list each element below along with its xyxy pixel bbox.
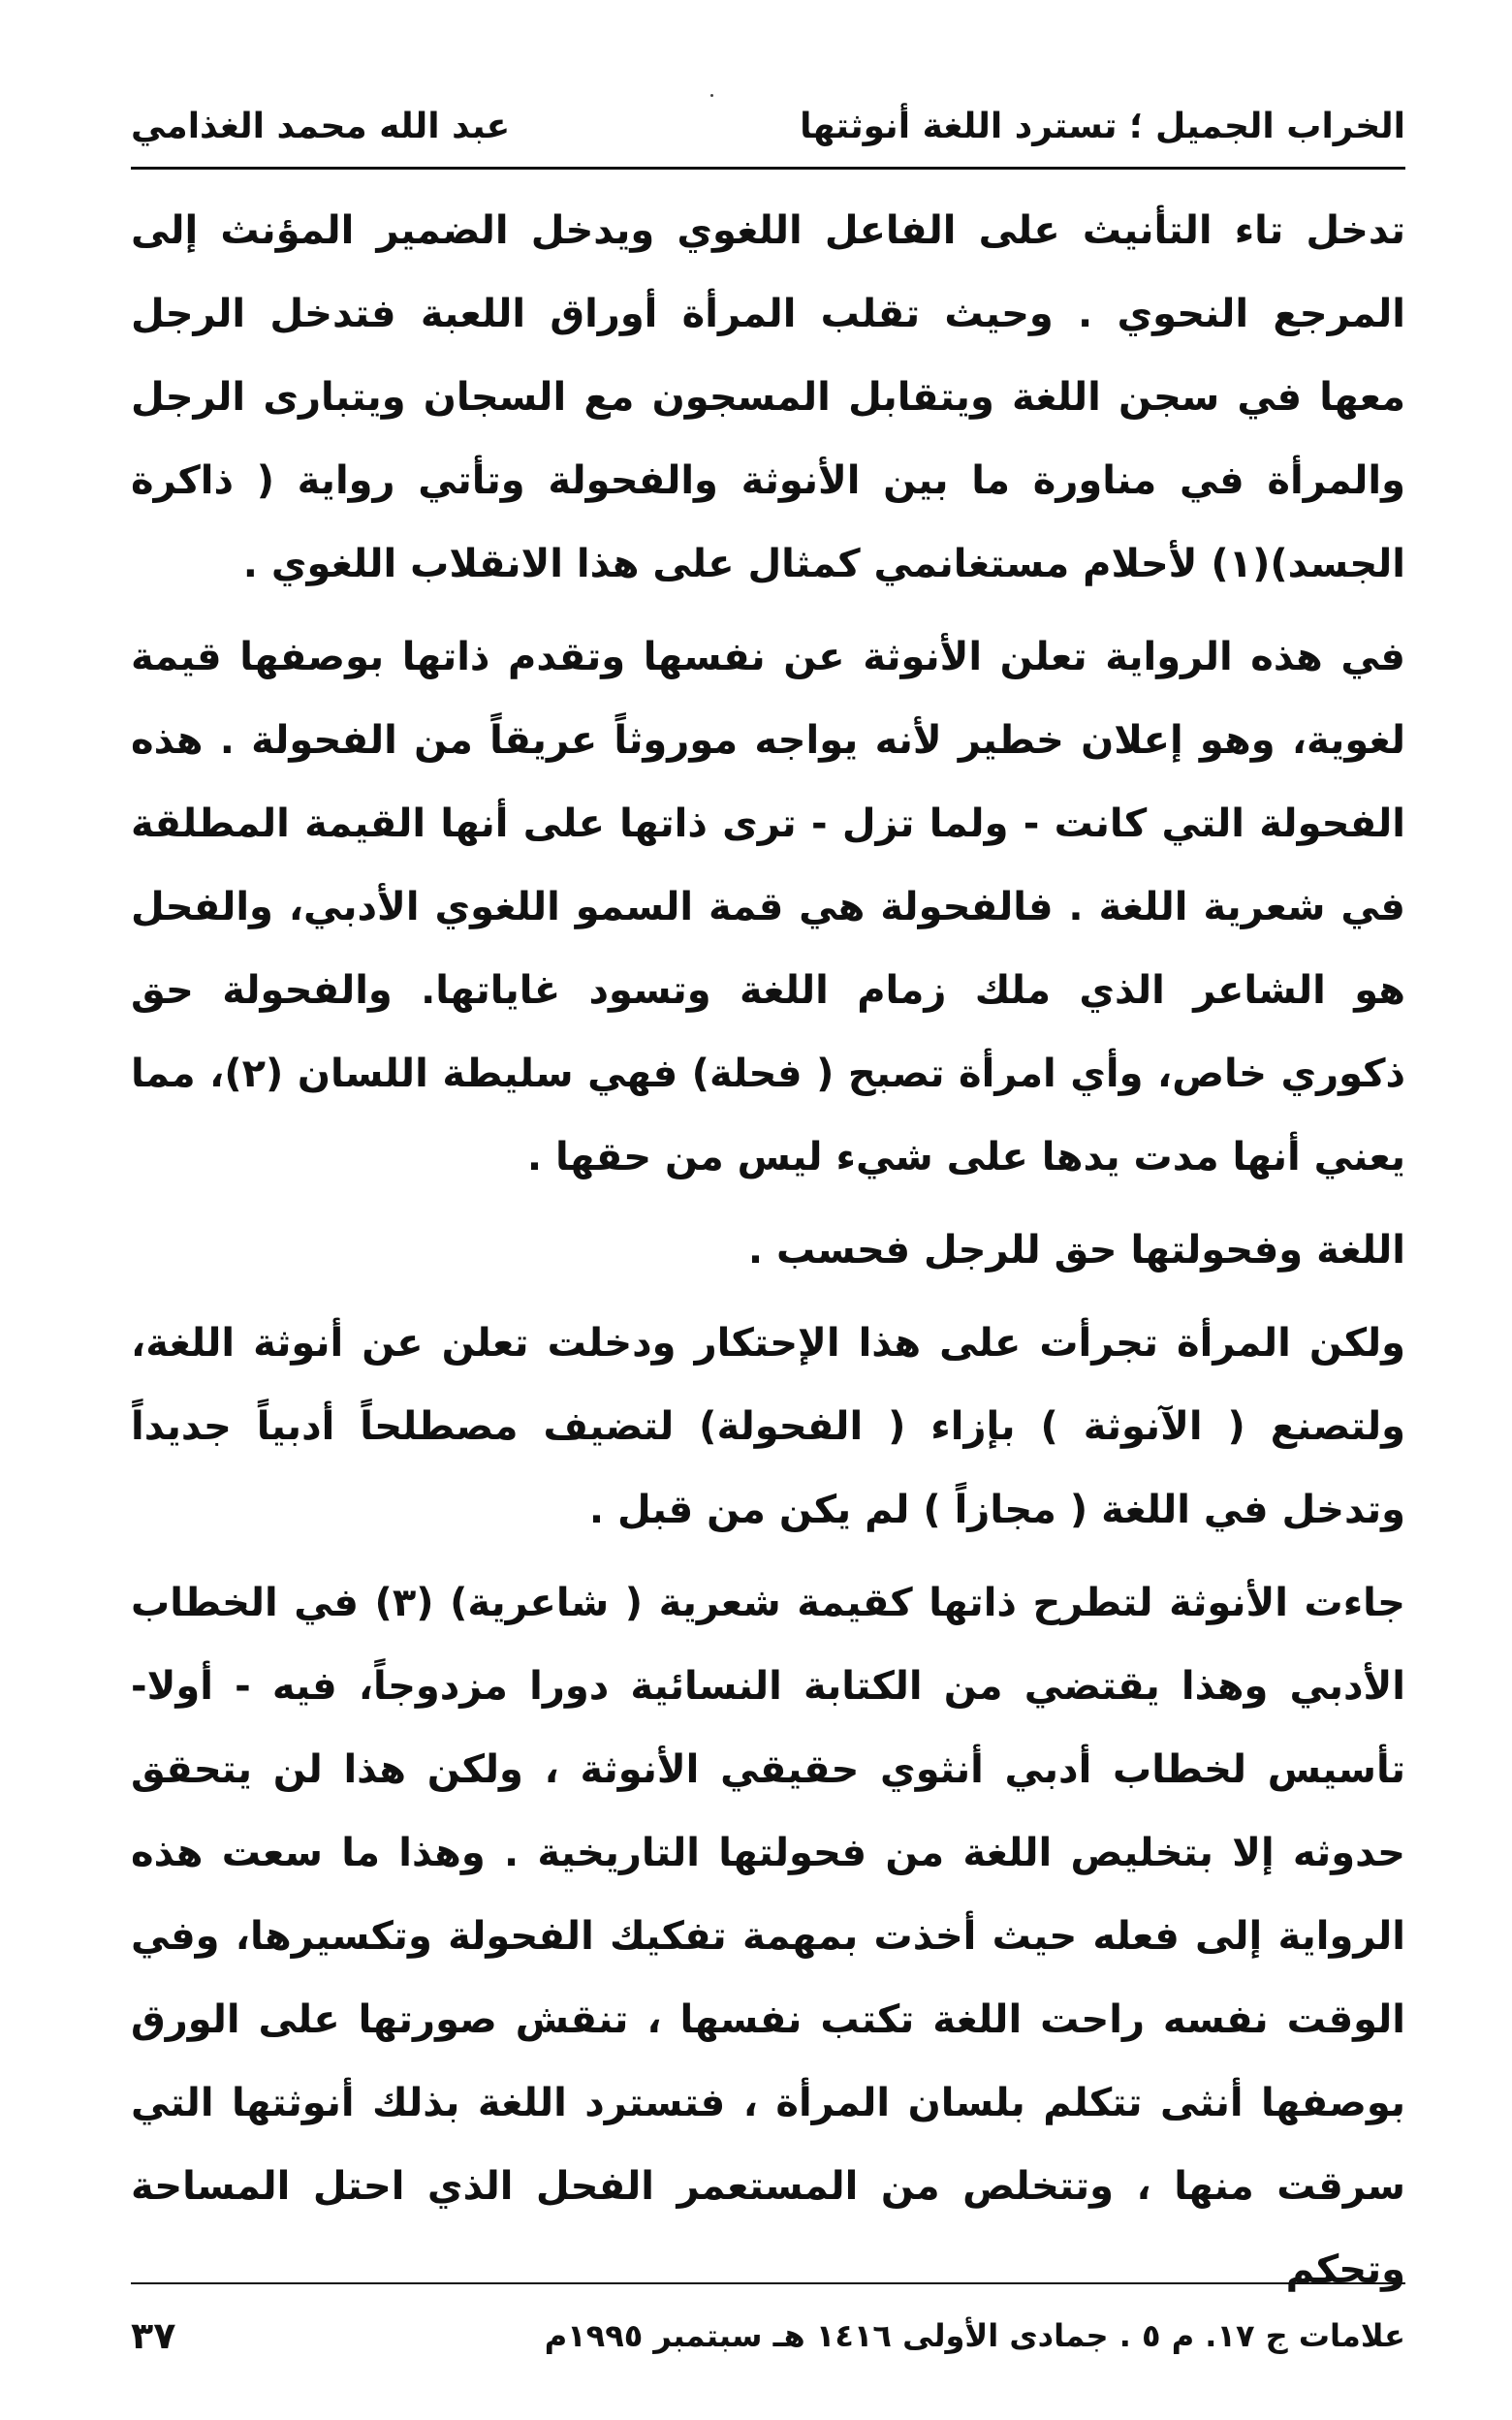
page-number: ٣٧ (131, 2314, 176, 2357)
paragraph-4: ولكن المرأة تجرأت على هذا الإحتكار ودخلت تعلن عن أنوثة اللغة، ولتصنع ( الآنوثة ) بإزاء ( الفحولة) لتضيف مصطلحاً أدبياً جديداً وتدخل في اللغة ( مجازاً ) لم يكن من قبل . (131, 1321, 1405, 1532)
header-rule (131, 167, 1405, 170)
page-footer (131, 2307, 1405, 2365)
body-text (131, 189, 1405, 2321)
paragraph-1: تدخل تاء التأنيث على الفاعل اللغوي ويدخل الضمير المؤنث إلى المرجع النحوي . وحيث تقلب المرأة أوراق اللعبة فتدخل الرجل معها في سجن اللغة ويتقابل المسجون مع السجان ويتبارى الرجل والمرأة في مناورة ما بين الأنوثة والفحولة وتأتي رواية ( ذاكرة الجسد)(١) لأحلام مستغانمي كمثال على هذا الانقلاب اللغوي . (131, 208, 1405, 586)
header-author: عبد الله محمد الغذامي (131, 106, 511, 146)
journal-info: علامات ج ١٧. م ٥ . جمادى الأولى ١٤١٦ هـ سبتمبر ١٩٩٥م (544, 2317, 1405, 2354)
paragraph-5: جاءت الأنوثة لتطرح ذاتها كقيمة شعرية ( شاعرية) (٣) في الخطاب الأدبي وهذا يقتضي من الكتابة النسائية دورا مزدوجاً، فيه - أولا- تأسيس لخطاب أدبي أنثوي حقيقي الأنوثة ، ولكن هذا لن يتحقق حدوثه إلا بتخليص اللغة من فحولتها التاريخية . وهذا ما سعت هذه الرواية إلى فعله حيث أخذت بمهمة تفكيك الفحولة وتكسيرها، وفي الوقت نفسه راحت اللغة تكتب نفسها ، تنقش صورتها على الورق بوصفها أنثى تتكلم بلسان المرأة ، فتسترد اللغة بذلك أنوثتها التي سرقت منها ، وتتخلص من المستعمر الفحل الذي احتل المساحة وتحكم (131, 1581, 1406, 2292)
running-header (131, 92, 1405, 160)
paragraph-2: في هذه الرواية تعلن الأنوثة عن نفسها وتقدم ذاتها بوصفها قيمة لغوية، وهو إعلان خطير لأنه يواجه موروثاً عريقاً من الفحولة . هذه الفحولة التي كانت - ولما تزل - ترى ذاتها على أنها القيمة المطلقة في شعرية اللغة . فالفحولة هي قمة السمو اللغوي الأدبي، والفحل هو الشاعر الذي ملك زمام اللغة وتسود غاياتها. والفحولة حق ذكوري خاص، وأي امرأة تصبح ( فحلة) فهي سليطة اللسان (٢)، مما يعني أنها مدت يدها على شيء ليس من حقها . (131, 635, 1405, 1179)
paragraph-3: اللغة وفحولتها حق للرجل فحسب . (747, 1228, 1405, 1273)
header-title: الخراب الجميل ؛ تسترد اللغة أنوثتها (800, 106, 1405, 146)
footer-rule (131, 2282, 1405, 2284)
